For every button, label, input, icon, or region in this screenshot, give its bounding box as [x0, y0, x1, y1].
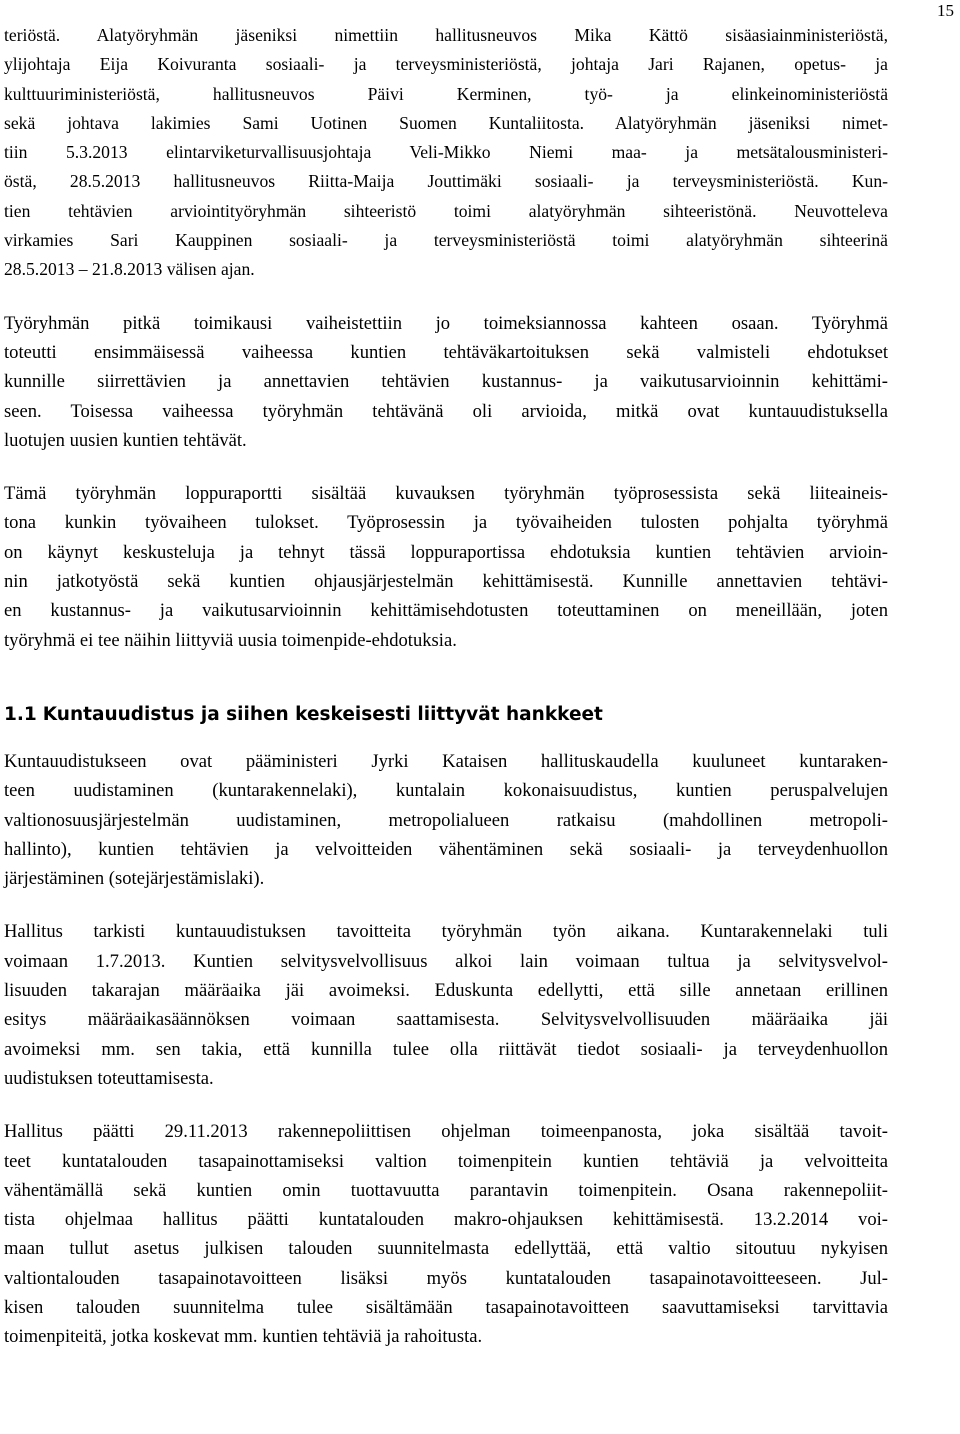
text-line: kunnille siirrettävien ja annettavien tehtävien kustannus- ja vaikutusarvioinnin kehittämi- — [4, 371, 888, 393]
text-line: lisuuden takarajan määräaika jäi avoimeksi. Eduskunta edellytti, että sille annetaan erillinen — [4, 980, 888, 1002]
text-line: kulttuuriministeriöstä, hallitusneuvos Päivi Kerminen, työ- ja elinkeinoministeriöstä — [4, 83, 888, 104]
text-line: järjestäminen (sotejärjestämislaki). — [4, 868, 265, 890]
text-line: työryhmä ei tee näihin liittyviä uusia toimenpide-ehdotuksia. — [4, 629, 457, 651]
section-heading — [4, 703, 888, 727]
text-line: Työryhmän pitkä toimikausi vaiheistettiin jo toimeksiannossa kahteen osaan. Työryhmä — [4, 312, 888, 334]
paragraph-working-group-members — [4, 21, 888, 285]
paragraph-government-review — [4, 917, 888, 1093]
text-line: tien tehtävien arviointityöryhmän sihteeristö toimi alatyöryhmän sihteeristönä. Neuvotteleva — [4, 200, 888, 221]
text-line: teet kuntatalouden tasapainottamiseksi valtion toimenpitein kuntien tehtäviä ja velvoitteita — [4, 1150, 888, 1172]
paragraph-structural-policy — [4, 1117, 888, 1351]
text-line: virkamies Sari Kauppinen sosiaali- ja terveysministeriöstä toimi alatyöryhmän sihteerinä — [4, 230, 888, 251]
text-line: hallinto), kuntien tehtävien ja velvoitteiden vähentäminen sekä sosiaali- ja terveydenhuollon — [4, 838, 888, 860]
text-line: tona kunkin työvaiheen tulokset. Työprosessin ja työvaiheiden tulosten pohjalta työryhmä — [4, 512, 888, 534]
document-body — [4, 21, 888, 1352]
text-line: avoimeksi mm. sen takia, että kunnilla tulee olla riittävät tiedot sosiaali- ja terveydenhuollon — [4, 1038, 888, 1060]
text-line: valtiontalouden tasapainotavoitteen lisäksi myös kuntatalouden tasapainotavoitteeseen. Jul- — [4, 1267, 888, 1289]
paragraph-term-phases — [4, 309, 888, 455]
text-line: nin jatkotyöstä sekä kuntien ohjausjärjestelmän kehittämisestä. Kunnille annettavien tehtävi- — [4, 571, 888, 593]
text-line: toimenpiteitä, jotka koskevat mm. kuntien tehtäviä ja rahoitusta. — [4, 1326, 483, 1348]
text-line: teriöstä. Alatyöryhmän jäseniksi nimettiin hallitusneuvos Mika Kättö sisäasiainministeriöstä, — [4, 25, 888, 45]
text-line: seen. Toisessa vaiheessa työryhmän tehtävänä oli arvioida, mitkä ovat kuntauudistuksella — [4, 400, 888, 422]
text-line: Hallitus tarkisti kuntauudistuksen tavoitteita työryhmän työn aikana. Kuntarakennelaki tuli — [4, 921, 888, 943]
text-line: Hallitus päätti 29.11.2013 rakennepoliittisen ohjelman toimeenpanosta, joka sisältää tavoit- — [4, 1121, 888, 1143]
text-line: en kustannus- ja vaikutusarvioinnin kehittämisehdotusten toteuttaminen on meneillään, joten — [4, 600, 888, 622]
text-line: Kuntauudistukseen ovat pääministeri Jyrki Kataisen hallituskaudella kuuluneet kuntaraken- — [4, 750, 888, 772]
text-line: tista ohjelmaa hallitus päätti kuntatalouden makro-ohjauksen kehittämisestä. 13.2.2014 voi- — [4, 1209, 888, 1231]
section-title: Kuntauudistus ja siihen keskeisesti liittyvät hankkeet — [42, 703, 603, 725]
text-line: esitys määräaikasäännöksen voimaan saattamisesta. Selvitysvelvollisuuden määräaika jäi — [4, 1009, 888, 1031]
text-line: vähentämällä sekä kuntien omin tuottavuutta parantavin toimenpitein. Osana rakennepoliit- — [4, 1179, 888, 1201]
page-number: 15 — [937, 1, 954, 20]
text-line: sekä johtava lakimies Sami Uotinen Suomen Kuntaliitosta. Alatyöryhmän jäseniksi nimet- — [4, 112, 888, 133]
text-line: Tämä työryhmän loppuraportti sisältää kuvauksen työryhmän työprosessista sekä liiteaineis- — [4, 483, 888, 505]
text-line: on käynyt keskusteluja ja tehnyt tässä loppuraportissa ehdotuksia kuntien tehtävien arvioin- — [4, 541, 888, 563]
text-line: ylijohtaja Eija Koivuranta sosiaali- ja terveysministeriöstä, johtaja Jari Rajanen, opetus- ja — [4, 54, 888, 75]
text-line: 28.5.2013 – 21.8.2013 välisen ajan. — [4, 259, 255, 280]
text-line: voimaan 1.7.2013. Kuntien selvitysvelvollisuus alkoi lain voimaan tultua ja selvitysvelvol- — [4, 950, 888, 972]
text-line: maan tullut asetus julkisen talouden suunnitelmasta edellyttää, että valtio sitoutuu nykyisen — [4, 1238, 888, 1260]
section-number: 1.1 — [4, 703, 37, 725]
text-line: östä, 28.5.2013 hallitusneuvos Riitta-Maija Jouttimäki sosiaali- ja terveysministeriöstä. Kun- — [4, 171, 888, 192]
paragraph-municipal-reform — [4, 747, 888, 893]
text-line: teen uudistaminen (kuntarakennelaki), kuntalain kokonaisuudistus, kuntien peruspalvelujen — [4, 780, 888, 802]
text-line: tiin 5.3.2013 elintarviketurvallisuusjohtaja Veli-Mikko Niemi maa- ja metsätalousministeri- — [4, 142, 888, 163]
text-line: luotujen uusien kuntien tehtävät. — [4, 429, 247, 451]
text-line: kisen talouden suunnitelma tulee sisältämään tasapainotavoitteen saavuttamiseksi tarvittavia — [4, 1296, 888, 1318]
text-line: uudistuksen toteuttamisesta. — [4, 1067, 214, 1089]
text-line: valtionosuusjärjestelmän uudistaminen, metropolialueen ratkaisu (mahdollinen metropoli- — [4, 809, 888, 831]
text-line: toteutti ensimmäisessä vaiheessa kuntien tehtäväkartoituksen sekä valmisteli ehdotukset — [4, 341, 888, 363]
paragraph-final-report — [4, 479, 888, 655]
